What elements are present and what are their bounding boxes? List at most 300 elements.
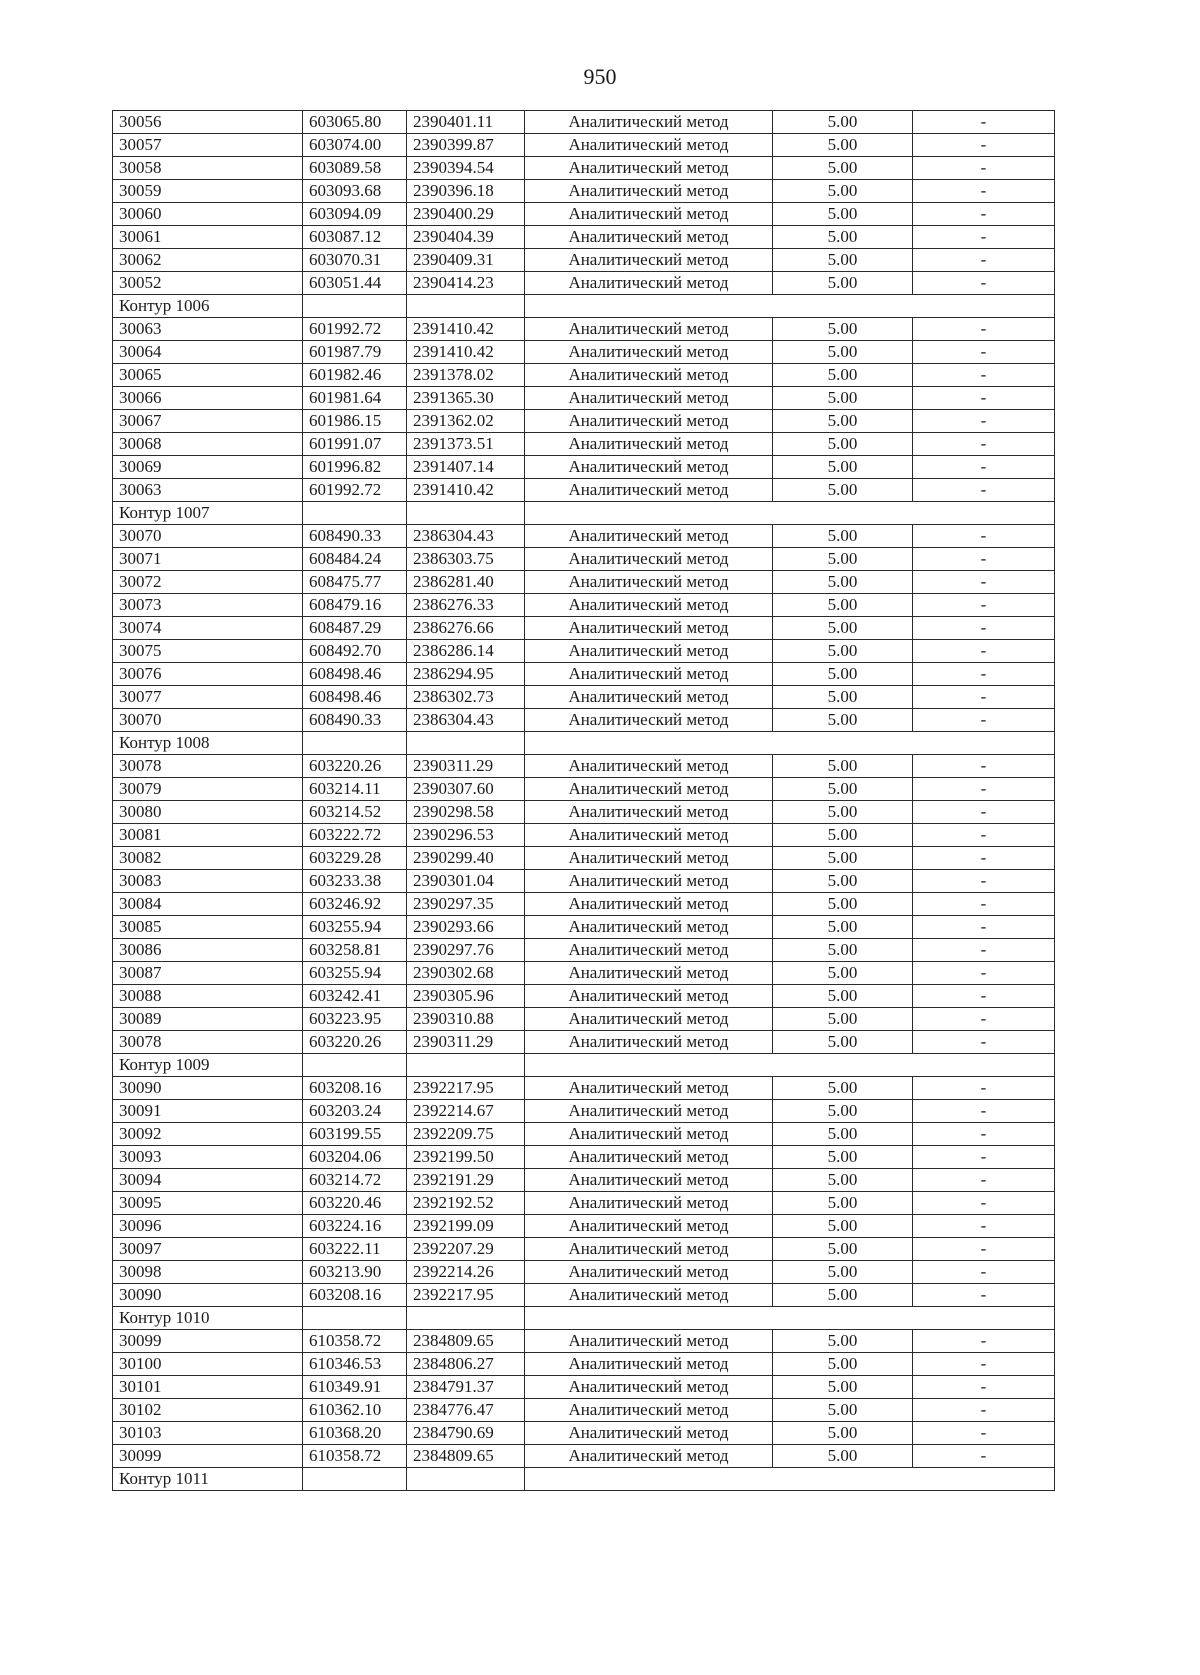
note-cell: -	[913, 755, 1055, 778]
accuracy-cell: 5.00	[773, 893, 913, 916]
x-coordinate-cell: 603087.12	[303, 226, 407, 249]
x-coordinate-cell: 601992.72	[303, 479, 407, 502]
table-row	[113, 962, 1055, 985]
table-row	[113, 617, 1055, 640]
point-id-cell: 30092	[113, 1123, 303, 1146]
x-coordinate-cell: 610368.20	[303, 1422, 407, 1445]
coordinates-table	[112, 110, 1055, 1491]
x-coordinate-cell: 603203.24	[303, 1100, 407, 1123]
note-cell: -	[913, 1146, 1055, 1169]
method-cell: Аналитический метод	[525, 1330, 773, 1353]
note-cell: -	[913, 433, 1055, 456]
note-cell: -	[913, 456, 1055, 479]
note-cell: -	[913, 272, 1055, 295]
point-id-cell: 30089	[113, 1008, 303, 1031]
empty-cell	[407, 295, 525, 318]
note-cell: -	[913, 525, 1055, 548]
x-coordinate-cell: 603246.92	[303, 893, 407, 916]
table-row	[113, 180, 1055, 203]
note-cell: -	[913, 640, 1055, 663]
x-coordinate-cell: 603089.58	[303, 157, 407, 180]
point-id-cell: 30059	[113, 180, 303, 203]
accuracy-cell: 5.00	[773, 1031, 913, 1054]
x-coordinate-cell: 610349.91	[303, 1376, 407, 1399]
table-row	[113, 134, 1055, 157]
page-number: 950	[583, 64, 617, 89]
point-id-cell: 30098	[113, 1261, 303, 1284]
accuracy-cell: 5.00	[773, 1284, 913, 1307]
table-row	[113, 387, 1055, 410]
method-cell: Аналитический метод	[525, 1353, 773, 1376]
y-coordinate-cell: 2390409.31	[407, 249, 525, 272]
method-cell: Аналитический метод	[525, 318, 773, 341]
accuracy-cell: 5.00	[773, 617, 913, 640]
accuracy-cell: 5.00	[773, 1261, 913, 1284]
point-id-cell: 30083	[113, 870, 303, 893]
point-id-cell: 30090	[113, 1284, 303, 1307]
accuracy-cell: 5.00	[773, 939, 913, 962]
note-cell: -	[913, 985, 1055, 1008]
x-coordinate-cell: 603065.80	[303, 111, 407, 134]
method-cell: Аналитический метод	[525, 203, 773, 226]
table-row	[113, 203, 1055, 226]
point-id-cell: 30088	[113, 985, 303, 1008]
table-row	[113, 1169, 1055, 1192]
y-coordinate-cell: 2384809.65	[407, 1330, 525, 1353]
note-cell: -	[913, 1100, 1055, 1123]
note-cell: -	[913, 180, 1055, 203]
point-id-cell: 30078	[113, 755, 303, 778]
accuracy-cell: 5.00	[773, 1077, 913, 1100]
empty-cell	[303, 1307, 407, 1330]
empty-cell	[407, 1054, 525, 1077]
empty-cell	[407, 502, 525, 525]
method-cell: Аналитический метод	[525, 893, 773, 916]
table-row	[113, 847, 1055, 870]
y-coordinate-cell: 2390396.18	[407, 180, 525, 203]
y-coordinate-cell: 2392191.29	[407, 1169, 525, 1192]
note-cell: -	[913, 1376, 1055, 1399]
contour-label: Контур 1007	[113, 502, 303, 525]
coordinates-table-body	[113, 111, 1055, 1491]
accuracy-cell: 5.00	[773, 663, 913, 686]
contour-label: Контур 1008	[113, 732, 303, 755]
x-coordinate-cell: 603220.26	[303, 755, 407, 778]
note-cell: -	[913, 824, 1055, 847]
y-coordinate-cell: 2392192.52	[407, 1192, 525, 1215]
accuracy-cell: 5.00	[773, 1330, 913, 1353]
table-row	[113, 410, 1055, 433]
method-cell: Аналитический метод	[525, 548, 773, 571]
table-row	[113, 939, 1055, 962]
empty-cell	[303, 295, 407, 318]
accuracy-cell: 5.00	[773, 962, 913, 985]
point-id-cell: 30077	[113, 686, 303, 709]
x-coordinate-cell: 603214.52	[303, 801, 407, 824]
x-coordinate-cell: 608479.16	[303, 594, 407, 617]
x-coordinate-cell: 603214.11	[303, 778, 407, 801]
accuracy-cell: 5.00	[773, 364, 913, 387]
y-coordinate-cell: 2392199.50	[407, 1146, 525, 1169]
method-cell: Аналитический метод	[525, 111, 773, 134]
table-row	[113, 525, 1055, 548]
empty-cell	[303, 1054, 407, 1077]
x-coordinate-cell: 610362.10	[303, 1399, 407, 1422]
y-coordinate-cell: 2390302.68	[407, 962, 525, 985]
point-id-cell: 30058	[113, 157, 303, 180]
point-id-cell: 30074	[113, 617, 303, 640]
accuracy-cell: 5.00	[773, 1376, 913, 1399]
note-cell: -	[913, 870, 1055, 893]
y-coordinate-cell: 2384776.47	[407, 1399, 525, 1422]
y-coordinate-cell: 2391373.51	[407, 433, 525, 456]
method-cell: Аналитический метод	[525, 1399, 773, 1422]
table-row	[113, 1330, 1055, 1353]
accuracy-cell: 5.00	[773, 571, 913, 594]
point-id-cell: 30063	[113, 318, 303, 341]
method-cell: Аналитический метод	[525, 134, 773, 157]
contour-header-row	[113, 732, 1055, 755]
note-cell: -	[913, 1169, 1055, 1192]
y-coordinate-cell: 2390299.40	[407, 847, 525, 870]
table-row	[113, 548, 1055, 571]
x-coordinate-cell: 610358.72	[303, 1445, 407, 1468]
table-row	[113, 456, 1055, 479]
y-coordinate-cell: 2390401.11	[407, 111, 525, 134]
point-id-cell: 30095	[113, 1192, 303, 1215]
x-coordinate-cell: 603255.94	[303, 916, 407, 939]
point-id-cell: 30093	[113, 1146, 303, 1169]
table-row	[113, 778, 1055, 801]
table-row	[113, 364, 1055, 387]
table-row	[113, 249, 1055, 272]
table-row	[113, 226, 1055, 249]
method-cell: Аналитический метод	[525, 778, 773, 801]
method-cell: Аналитический метод	[525, 1169, 773, 1192]
x-coordinate-cell: 603208.16	[303, 1284, 407, 1307]
point-id-cell: 30080	[113, 801, 303, 824]
x-coordinate-cell: 608475.77	[303, 571, 407, 594]
note-cell: -	[913, 617, 1055, 640]
x-coordinate-cell: 603229.28	[303, 847, 407, 870]
method-cell: Аналитический метод	[525, 387, 773, 410]
method-cell: Аналитический метод	[525, 249, 773, 272]
method-cell: Аналитический метод	[525, 1031, 773, 1054]
accuracy-cell: 5.00	[773, 433, 913, 456]
note-cell: -	[913, 249, 1055, 272]
point-id-cell: 30070	[113, 525, 303, 548]
accuracy-cell: 5.00	[773, 824, 913, 847]
method-cell: Аналитический метод	[525, 410, 773, 433]
method-cell: Аналитический метод	[525, 939, 773, 962]
x-coordinate-cell: 603214.72	[303, 1169, 407, 1192]
note-cell: -	[913, 157, 1055, 180]
y-coordinate-cell: 2390297.35	[407, 893, 525, 916]
y-coordinate-cell: 2384809.65	[407, 1445, 525, 1468]
x-coordinate-cell: 603220.46	[303, 1192, 407, 1215]
empty-cell	[525, 1054, 1055, 1077]
point-id-cell: 30060	[113, 203, 303, 226]
accuracy-cell: 5.00	[773, 1146, 913, 1169]
y-coordinate-cell: 2384791.37	[407, 1376, 525, 1399]
point-id-cell: 30081	[113, 824, 303, 847]
method-cell: Аналитический метод	[525, 640, 773, 663]
method-cell: Аналитический метод	[525, 479, 773, 502]
table-row	[113, 686, 1055, 709]
y-coordinate-cell: 2386294.95	[407, 663, 525, 686]
point-id-cell: 30087	[113, 962, 303, 985]
note-cell: -	[913, 318, 1055, 341]
note-cell: -	[913, 1261, 1055, 1284]
contour-header-row	[113, 1468, 1055, 1491]
x-coordinate-cell: 603258.81	[303, 939, 407, 962]
accuracy-cell: 5.00	[773, 1169, 913, 1192]
method-cell: Аналитический метод	[525, 571, 773, 594]
note-cell: -	[913, 893, 1055, 916]
table-row	[113, 663, 1055, 686]
point-id-cell: 30063	[113, 479, 303, 502]
y-coordinate-cell: 2391362.02	[407, 410, 525, 433]
method-cell: Аналитический метод	[525, 1238, 773, 1261]
point-id-cell: 30067	[113, 410, 303, 433]
method-cell: Аналитический метод	[525, 1123, 773, 1146]
accuracy-cell: 5.00	[773, 318, 913, 341]
y-coordinate-cell: 2390296.53	[407, 824, 525, 847]
method-cell: Аналитический метод	[525, 847, 773, 870]
method-cell: Аналитический метод	[525, 1146, 773, 1169]
accuracy-cell: 5.00	[773, 1422, 913, 1445]
point-id-cell: 30097	[113, 1238, 303, 1261]
method-cell: Аналитический метод	[525, 180, 773, 203]
point-id-cell: 30075	[113, 640, 303, 663]
point-id-cell: 30076	[113, 663, 303, 686]
method-cell: Аналитический метод	[525, 226, 773, 249]
table-row	[113, 640, 1055, 663]
table-row	[113, 755, 1055, 778]
method-cell: Аналитический метод	[525, 1077, 773, 1100]
table-row	[113, 893, 1055, 916]
x-coordinate-cell: 601996.82	[303, 456, 407, 479]
empty-cell	[525, 732, 1055, 755]
x-coordinate-cell: 603093.68	[303, 180, 407, 203]
y-coordinate-cell: 2386281.40	[407, 571, 525, 594]
note-cell: -	[913, 939, 1055, 962]
note-cell: -	[913, 1422, 1055, 1445]
table-row	[113, 1008, 1055, 1031]
x-coordinate-cell: 601982.46	[303, 364, 407, 387]
point-id-cell: 30078	[113, 1031, 303, 1054]
point-id-cell: 30099	[113, 1330, 303, 1353]
accuracy-cell: 5.00	[773, 180, 913, 203]
note-cell: -	[913, 1330, 1055, 1353]
point-id-cell: 30072	[113, 571, 303, 594]
accuracy-cell: 5.00	[773, 1399, 913, 1422]
note-cell: -	[913, 364, 1055, 387]
y-coordinate-cell: 2392217.95	[407, 1077, 525, 1100]
x-coordinate-cell: 608498.46	[303, 686, 407, 709]
y-coordinate-cell: 2390305.96	[407, 985, 525, 1008]
x-coordinate-cell: 603222.72	[303, 824, 407, 847]
y-coordinate-cell: 2392217.95	[407, 1284, 525, 1307]
method-cell: Аналитический метод	[525, 824, 773, 847]
y-coordinate-cell: 2386286.14	[407, 640, 525, 663]
y-coordinate-cell: 2390293.66	[407, 916, 525, 939]
point-id-cell: 30102	[113, 1399, 303, 1422]
accuracy-cell: 5.00	[773, 111, 913, 134]
y-coordinate-cell: 2386276.33	[407, 594, 525, 617]
accuracy-cell: 5.00	[773, 134, 913, 157]
method-cell: Аналитический метод	[525, 985, 773, 1008]
method-cell: Аналитический метод	[525, 1284, 773, 1307]
accuracy-cell: 5.00	[773, 548, 913, 571]
table-row	[113, 916, 1055, 939]
x-coordinate-cell: 603233.38	[303, 870, 407, 893]
accuracy-cell: 5.00	[773, 1445, 913, 1468]
accuracy-cell: 5.00	[773, 1192, 913, 1215]
accuracy-cell: 5.00	[773, 985, 913, 1008]
accuracy-cell: 5.00	[773, 387, 913, 410]
method-cell: Аналитический метод	[525, 341, 773, 364]
y-coordinate-cell: 2391365.30	[407, 387, 525, 410]
x-coordinate-cell: 603070.31	[303, 249, 407, 272]
table-row	[113, 1445, 1055, 1468]
method-cell: Аналитический метод	[525, 686, 773, 709]
x-coordinate-cell: 601981.64	[303, 387, 407, 410]
table-row	[113, 341, 1055, 364]
note-cell: -	[913, 1445, 1055, 1468]
table-row	[113, 1031, 1055, 1054]
note-cell: -	[913, 387, 1055, 410]
table-row	[113, 433, 1055, 456]
accuracy-cell: 5.00	[773, 525, 913, 548]
y-coordinate-cell: 2392207.29	[407, 1238, 525, 1261]
empty-cell	[525, 1468, 1055, 1491]
point-id-cell: 30064	[113, 341, 303, 364]
point-id-cell: 30090	[113, 1077, 303, 1100]
method-cell: Аналитический метод	[525, 1192, 773, 1215]
x-coordinate-cell: 608490.33	[303, 709, 407, 732]
empty-cell	[407, 1468, 525, 1491]
x-coordinate-cell: 601987.79	[303, 341, 407, 364]
accuracy-cell: 5.00	[773, 456, 913, 479]
accuracy-cell: 5.00	[773, 709, 913, 732]
note-cell: -	[913, 1031, 1055, 1054]
point-id-cell: 30073	[113, 594, 303, 617]
table-row	[113, 1261, 1055, 1284]
table-row	[113, 157, 1055, 180]
y-coordinate-cell: 2390311.29	[407, 1031, 525, 1054]
method-cell: Аналитический метод	[525, 916, 773, 939]
table-row	[113, 1376, 1055, 1399]
x-coordinate-cell: 603222.11	[303, 1238, 407, 1261]
table-row	[113, 1192, 1055, 1215]
note-cell: -	[913, 1008, 1055, 1031]
table-row	[113, 1238, 1055, 1261]
note-cell: -	[913, 686, 1055, 709]
note-cell: -	[913, 111, 1055, 134]
table-row	[113, 571, 1055, 594]
note-cell: -	[913, 479, 1055, 502]
contour-header-row	[113, 1054, 1055, 1077]
method-cell: Аналитический метод	[525, 433, 773, 456]
x-coordinate-cell: 603204.06	[303, 1146, 407, 1169]
point-id-cell: 30068	[113, 433, 303, 456]
table-row	[113, 985, 1055, 1008]
point-id-cell: 30062	[113, 249, 303, 272]
x-coordinate-cell: 603074.00	[303, 134, 407, 157]
table-row	[113, 1422, 1055, 1445]
point-id-cell: 30094	[113, 1169, 303, 1192]
y-coordinate-cell: 2391410.42	[407, 318, 525, 341]
x-coordinate-cell: 610346.53	[303, 1353, 407, 1376]
method-cell: Аналитический метод	[525, 272, 773, 295]
table-row	[113, 1284, 1055, 1307]
x-coordinate-cell: 603051.44	[303, 272, 407, 295]
y-coordinate-cell: 2386302.73	[407, 686, 525, 709]
note-cell: -	[913, 847, 1055, 870]
accuracy-cell: 5.00	[773, 203, 913, 226]
note-cell: -	[913, 663, 1055, 686]
accuracy-cell: 5.00	[773, 870, 913, 893]
y-coordinate-cell: 2390399.87	[407, 134, 525, 157]
y-coordinate-cell: 2384790.69	[407, 1422, 525, 1445]
x-coordinate-cell: 601992.72	[303, 318, 407, 341]
accuracy-cell: 5.00	[773, 778, 913, 801]
table-row	[113, 594, 1055, 617]
y-coordinate-cell: 2390311.29	[407, 755, 525, 778]
x-coordinate-cell: 608484.24	[303, 548, 407, 571]
point-id-cell: 30071	[113, 548, 303, 571]
method-cell: Аналитический метод	[525, 709, 773, 732]
empty-cell	[303, 1468, 407, 1491]
point-id-cell: 30096	[113, 1215, 303, 1238]
point-id-cell: 30057	[113, 134, 303, 157]
y-coordinate-cell: 2390400.29	[407, 203, 525, 226]
method-cell: Аналитический метод	[525, 755, 773, 778]
x-coordinate-cell: 610358.72	[303, 1330, 407, 1353]
note-cell: -	[913, 410, 1055, 433]
y-coordinate-cell: 2392214.26	[407, 1261, 525, 1284]
x-coordinate-cell: 603223.95	[303, 1008, 407, 1031]
point-id-cell: 30070	[113, 709, 303, 732]
method-cell: Аналитический метод	[525, 1445, 773, 1468]
y-coordinate-cell: 2390394.54	[407, 157, 525, 180]
note-cell: -	[913, 226, 1055, 249]
table-row	[113, 1353, 1055, 1376]
accuracy-cell: 5.00	[773, 916, 913, 939]
table-row	[113, 870, 1055, 893]
method-cell: Аналитический метод	[525, 962, 773, 985]
note-cell: -	[913, 1399, 1055, 1422]
point-id-cell: 30079	[113, 778, 303, 801]
y-coordinate-cell: 2391410.42	[407, 341, 525, 364]
x-coordinate-cell: 608492.70	[303, 640, 407, 663]
empty-cell	[525, 295, 1055, 318]
note-cell: -	[913, 548, 1055, 571]
y-coordinate-cell: 2390414.23	[407, 272, 525, 295]
x-coordinate-cell: 601991.07	[303, 433, 407, 456]
accuracy-cell: 5.00	[773, 801, 913, 824]
method-cell: Аналитический метод	[525, 157, 773, 180]
x-coordinate-cell: 603213.90	[303, 1261, 407, 1284]
method-cell: Аналитический метод	[525, 1376, 773, 1399]
y-coordinate-cell: 2386303.75	[407, 548, 525, 571]
note-cell: -	[913, 778, 1055, 801]
point-id-cell: 30056	[113, 111, 303, 134]
accuracy-cell: 5.00	[773, 157, 913, 180]
point-id-cell: 30069	[113, 456, 303, 479]
method-cell: Аналитический метод	[525, 870, 773, 893]
